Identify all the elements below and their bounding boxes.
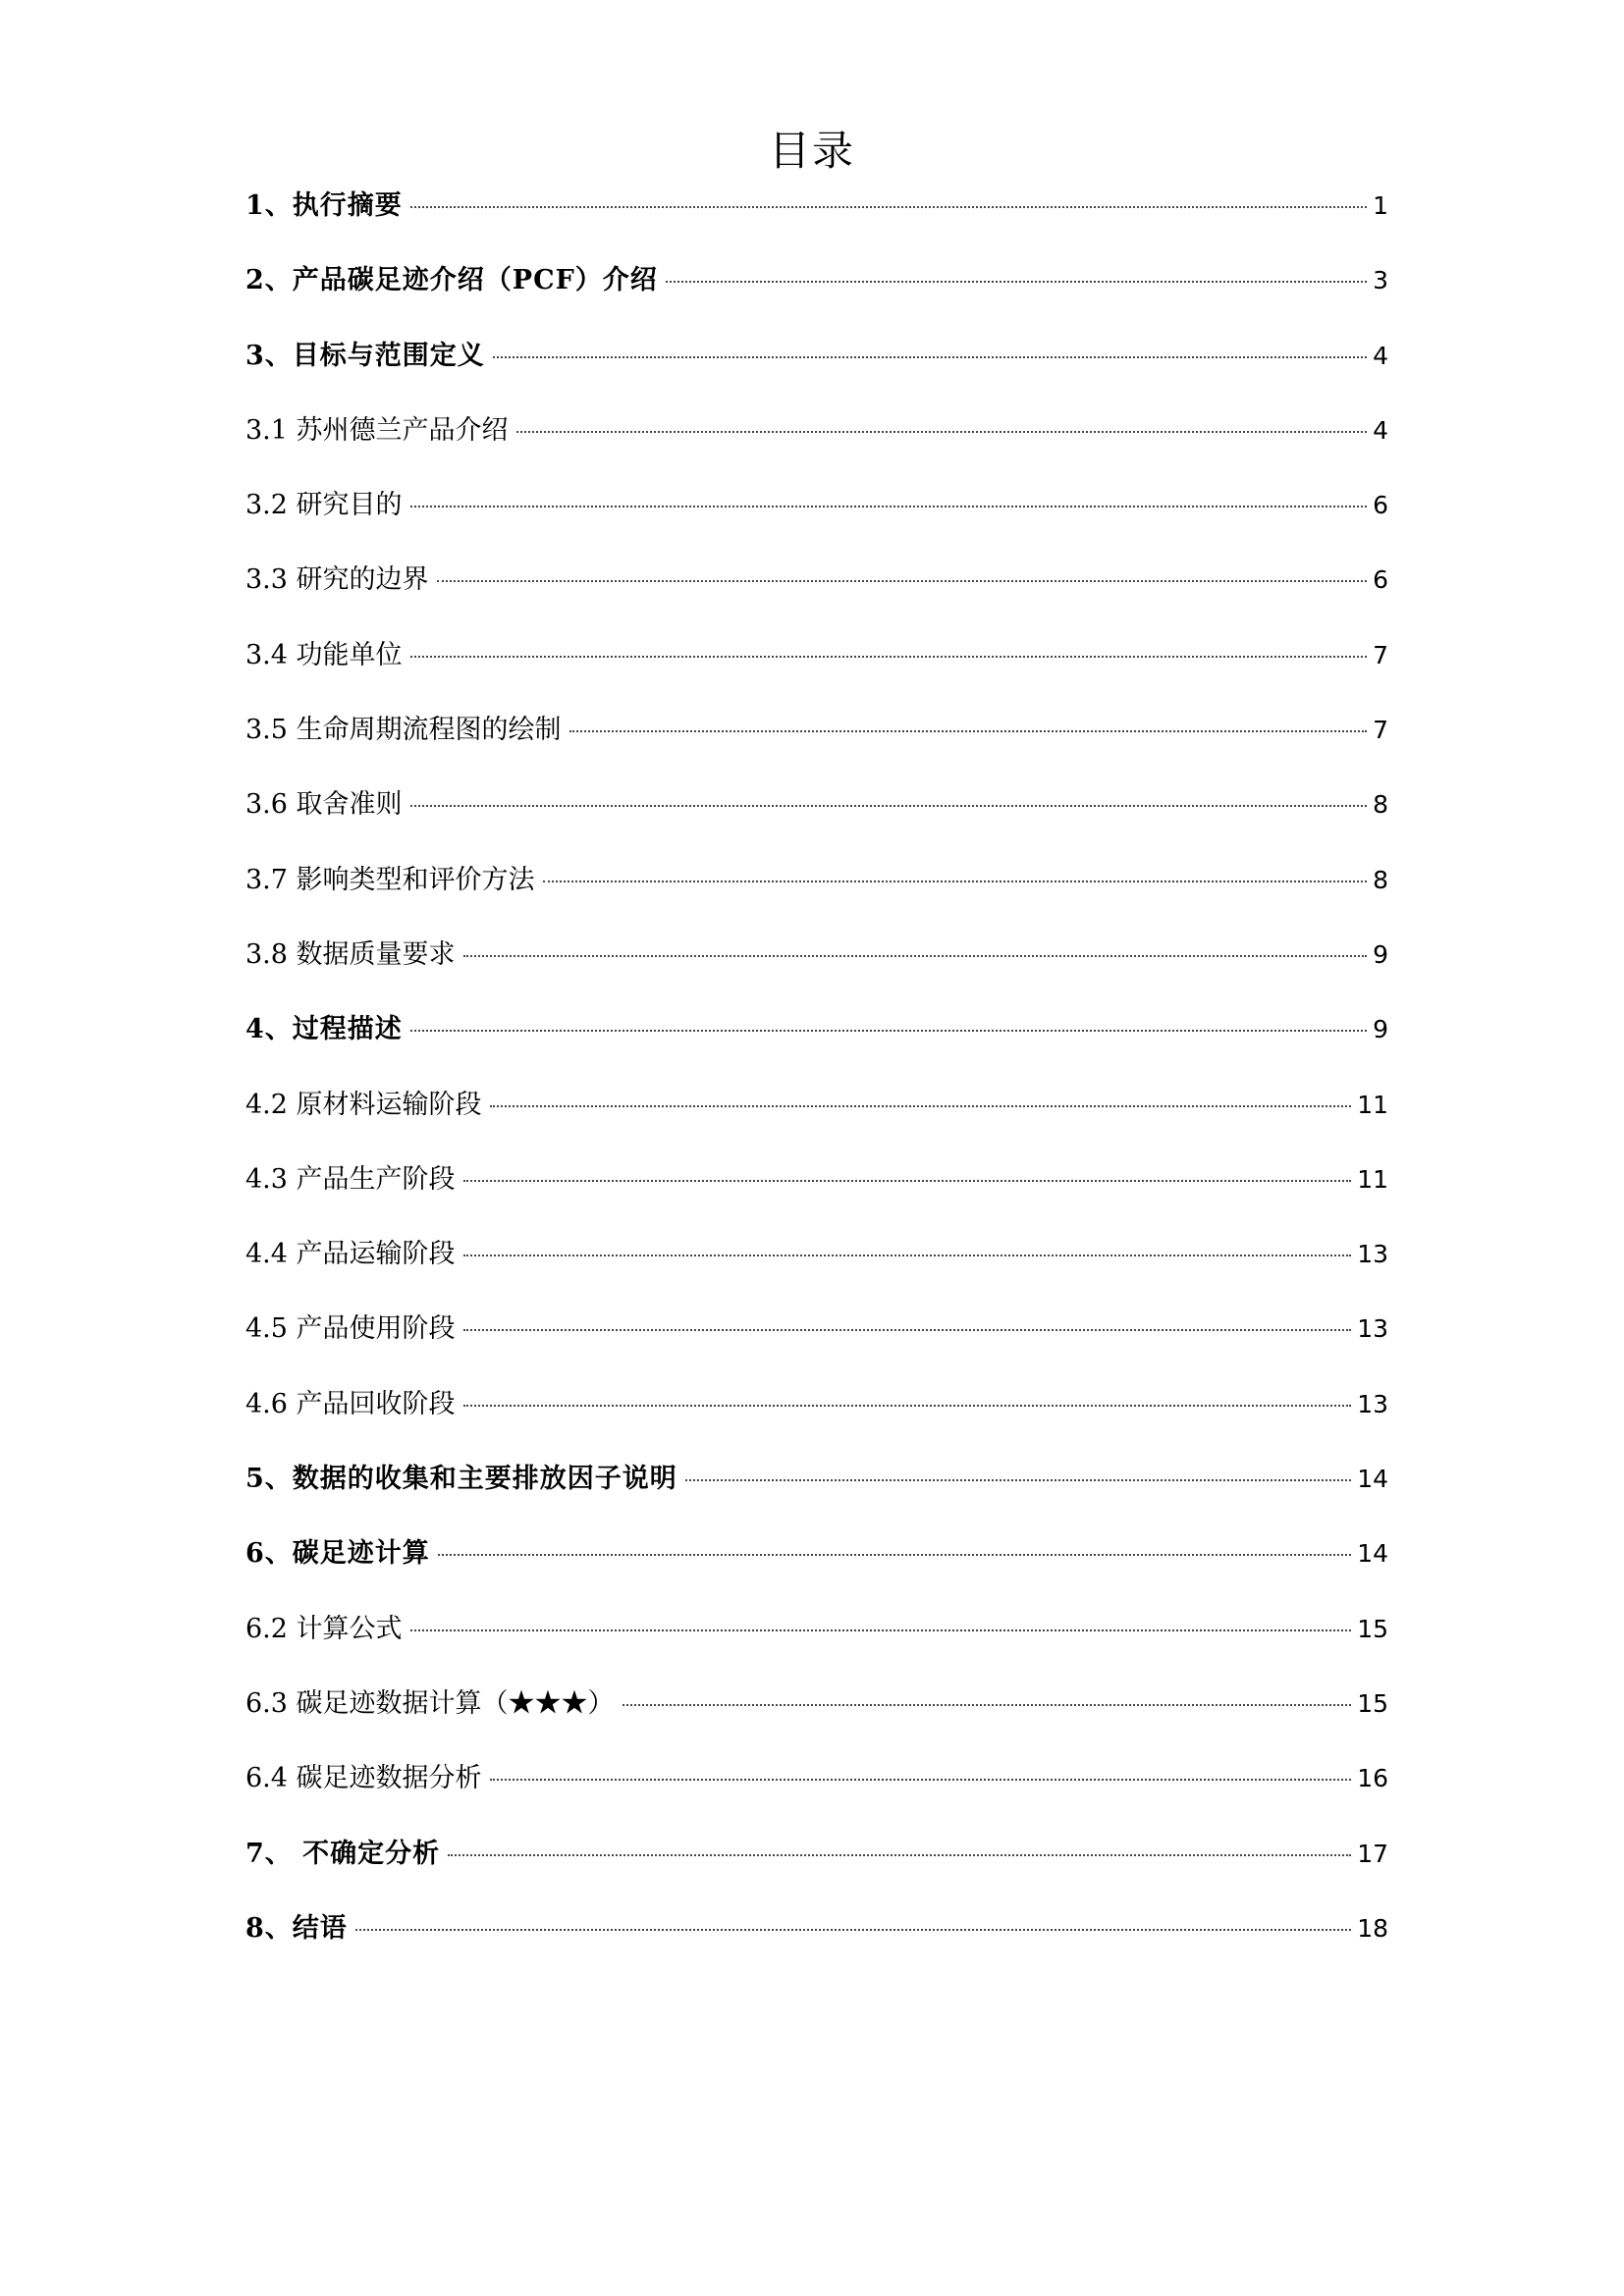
toc-entry-label[interactable]: 6.4 碳足迹数据分析 (245, 1763, 482, 1794)
toc-dot-leader (438, 1554, 1351, 1556)
toc-dot-leader (666, 281, 1367, 283)
toc-entry-label[interactable]: 4.5 产品使用阶段 (245, 1313, 456, 1345)
toc-entry[interactable] (245, 1380, 1388, 1455)
toc-dot-leader (490, 1105, 1352, 1107)
toc-entry[interactable] (245, 1455, 1388, 1529)
toc-dot-leader (543, 881, 1368, 882)
toc-entry[interactable] (245, 556, 1388, 630)
toc-entry-page-number[interactable]: 13 (1357, 1240, 1388, 1269)
toc-entry-label[interactable]: 3.2 研究目的 (245, 490, 403, 521)
toc-entry-page-number[interactable]: 4 (1373, 341, 1388, 370)
toc-entry-page-number[interactable]: 4 (1373, 415, 1388, 445)
toc-title: 目录 (768, 127, 855, 175)
toc-entry-page-number[interactable]: 7 (1373, 640, 1388, 669)
toc-entry-label[interactable]: 6.3 碳足迹数据计算（★★★） (245, 1687, 615, 1719)
toc-dot-leader (463, 955, 1368, 957)
toc-entry[interactable] (245, 631, 1388, 706)
toc-entry-page-number[interactable]: 14 (1357, 1465, 1388, 1494)
toc-dot-leader (623, 1704, 1352, 1706)
toc-entry-label[interactable]: 8、结语 (245, 1912, 348, 1944)
toc-entry[interactable] (245, 332, 1388, 406)
toc-dot-leader (516, 431, 1368, 433)
toc-dot-leader (410, 506, 1368, 507)
toc-entry-label[interactable]: 3.4 功能单位 (245, 639, 403, 670)
toc-dot-leader (463, 1329, 1352, 1331)
toc-entry-page-number[interactable]: 9 (1373, 1015, 1388, 1044)
toc-dot-leader (410, 656, 1368, 658)
toc-entry[interactable] (245, 1605, 1388, 1680)
toc-dot-leader (463, 1180, 1352, 1182)
toc-dot-leader (355, 1929, 1351, 1931)
toc-entry-page-number[interactable]: 9 (1373, 939, 1388, 969)
toc-entry-page-number[interactable]: 17 (1357, 1839, 1388, 1868)
toc-entry-page-number[interactable]: 6 (1373, 491, 1388, 520)
toc-entry[interactable] (245, 856, 1388, 931)
toc-entry-label[interactable]: 5、数据的收集和主要排放因子说明 (245, 1464, 677, 1495)
toc-entry[interactable] (245, 780, 1388, 855)
toc-entry-page-number[interactable]: 6 (1373, 565, 1388, 595)
toc-entry-label[interactable]: 3.1 苏州德兰产品介绍 (245, 414, 509, 446)
toc-entry[interactable] (245, 182, 1388, 256)
toc-entry-page-number[interactable]: 8 (1373, 865, 1388, 894)
toc-entry-page-number[interactable]: 7 (1373, 716, 1388, 745)
toc-dot-leader (463, 1405, 1352, 1407)
toc-entry-page-number[interactable]: 14 (1357, 1539, 1388, 1569)
toc-entry-label[interactable]: 3.6 取舍准则 (245, 789, 403, 821)
toc-dot-leader (463, 1255, 1352, 1256)
toc-entry-label[interactable]: 4、过程描述 (245, 1014, 403, 1045)
toc-dot-leader (490, 1779, 1352, 1781)
toc-entry-label[interactable]: 2、产品碳足迹介绍（PCF）介绍 (245, 265, 658, 296)
toc-entry-label[interactable]: 4.3 产品生产阶段 (245, 1163, 456, 1195)
toc-dot-leader (437, 580, 1368, 582)
toc-entry-label[interactable]: 3.3 研究的边界 (245, 564, 429, 596)
toc-entry-label[interactable]: 7、 不确定分析 (245, 1838, 441, 1869)
toc-entry-label[interactable]: 4.2 原材料运输阶段 (245, 1089, 482, 1120)
toc-entry-page-number[interactable]: 13 (1357, 1389, 1388, 1418)
toc-dot-leader (493, 356, 1367, 358)
toc-entry[interactable] (245, 1904, 1388, 1979)
toc-entry-label[interactable]: 3、目标与范围定义 (245, 340, 485, 371)
toc-entry-page-number[interactable]: 11 (1357, 1090, 1388, 1119)
toc-entry[interactable] (245, 481, 1388, 556)
toc-dot-leader (685, 1479, 1351, 1481)
toc-entry[interactable] (245, 931, 1388, 1005)
toc-dot-leader (410, 1030, 1367, 1032)
toc-dot-leader (448, 1854, 1351, 1856)
toc-entry[interactable] (245, 706, 1388, 780)
toc-entry[interactable] (245, 1754, 1388, 1829)
toc-entry-page-number[interactable]: 11 (1357, 1164, 1388, 1194)
toc-entry-page-number[interactable]: 3 (1373, 266, 1388, 295)
toc-entry[interactable] (245, 406, 1388, 481)
toc-dot-leader (410, 805, 1368, 807)
toc-entry[interactable] (245, 1155, 1388, 1230)
toc-entry[interactable] (245, 1305, 1388, 1379)
toc-entry-label[interactable]: 3.7 影响类型和评价方法 (245, 864, 535, 895)
toc-entry-label[interactable]: 4.6 产品回收阶段 (245, 1388, 456, 1419)
toc-entry-page-number[interactable]: 16 (1357, 1764, 1388, 1793)
toc-entry-page-number[interactable]: 15 (1357, 1614, 1388, 1643)
toc-entry-page-number[interactable]: 18 (1357, 1913, 1388, 1943)
toc-entry[interactable] (245, 1005, 1388, 1080)
toc-dot-leader (569, 730, 1368, 732)
toc-entry[interactable] (245, 1081, 1388, 1155)
toc-entry-label[interactable]: 4.4 产品运输阶段 (245, 1239, 456, 1270)
toc-entry-page-number[interactable]: 15 (1357, 1688, 1388, 1718)
toc-entry[interactable] (245, 256, 1388, 331)
toc-entry[interactable] (245, 1230, 1388, 1305)
toc-entry-label[interactable]: 6.2 计算公式 (245, 1613, 403, 1644)
toc-entry[interactable] (245, 1680, 1388, 1754)
toc-entry-label[interactable]: 1、执行摘要 (245, 190, 403, 221)
toc-entry-page-number[interactable]: 1 (1373, 191, 1388, 220)
toc-dot-leader (410, 206, 1367, 208)
toc-list (245, 182, 1388, 1979)
toc-entry-label[interactable]: 3.5 生命周期流程图的绘制 (245, 715, 562, 746)
toc-entry-page-number[interactable]: 13 (1357, 1314, 1388, 1344)
toc-entry[interactable] (245, 1830, 1388, 1904)
toc-entry-label[interactable]: 6、碳足迹计算 (245, 1538, 430, 1570)
toc-dot-leader (410, 1629, 1352, 1631)
toc-entry-page-number[interactable]: 8 (1373, 790, 1388, 820)
toc-entry[interactable] (245, 1529, 1388, 1604)
toc-entry-label[interactable]: 3.8 数据质量要求 (245, 938, 456, 970)
